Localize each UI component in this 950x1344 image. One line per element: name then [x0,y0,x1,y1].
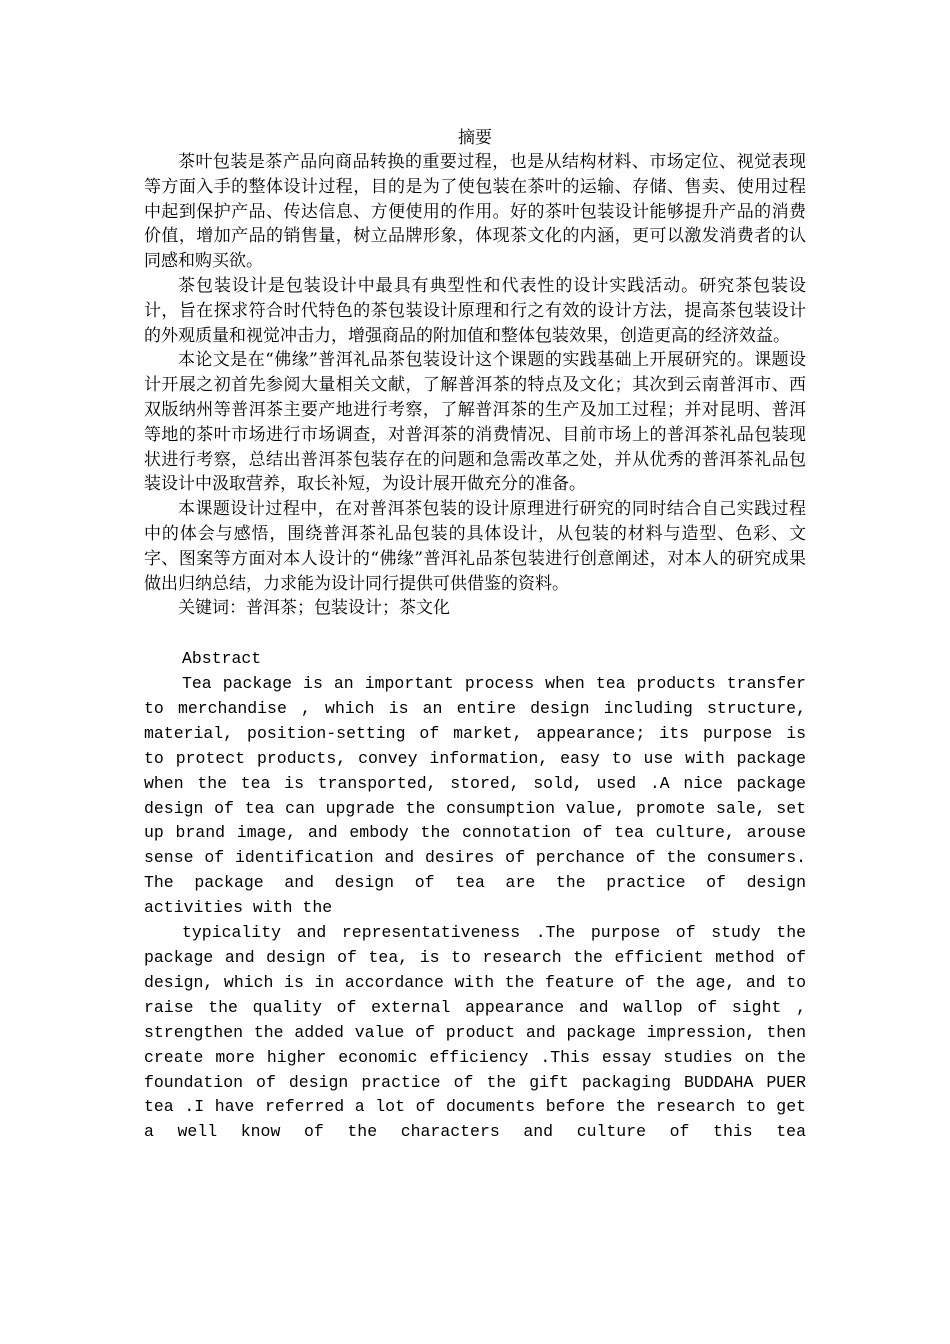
abstract-paragraph-en-2: typicality and representativeness .The purpose of study the package and design of tea, is to research the efficient method of design, which is in accordance with the feature of the age, and to raise the quality of external appearance and wallop of sight , strengthen the added value of product and package impression, then create more higher economic efficiency .This essay studies on the foundation of design practice of the gift packaging BUDDAHA PUER tea .I have referred a lot of documents before the research to get a well know of the characters and culture of this tea [144,923,806,1142]
abstract-title-cn: 摘要 [458,128,492,148]
abstract-paragraph-cn-2: 茶包装设计是包装设计中最具有典型性和代表性的设计实践活动。研究茶包装设计，旨在探求符合时代特色的茶包装设计原理和行之有效的设计方法，提高茶包装设计的外观质量和视觉冲击力，增强商品的附加值和整体包装效果，创造更高的经济效益。 [144,275,806,346]
keywords-cn: 关键词：普洱茶；包装设计；茶文化 [178,598,450,619]
document-page [144,126,806,1145]
abstract-paragraph-cn-4: 本课题设计过程中，在对普洱茶包装的设计原理进行研究的同时结合自己实践过程中的体会与感悟，围绕普洱茶礼品包装的具体设计，从包装的材料与造型、色彩、文字、图案等方面对本人设计的“佛缘”普洱礼品茶包装进行创意阐述，对本人的研究成果做出归纳总结，力求能为设计同行提供可供借鉴的资料。 [144,499,806,594]
section-spacer [144,621,806,647]
abstract-paragraph-en-1: Tea package is an important process when tea products transfer to merchandise , which is an entire design including structure, material, position-setting of market, appearance; its purpose is to protect products, convey information, easy to use with package when the tea is transported, stored, sold, used .A nice package design of tea can upgrade the consumption value, promote sale, set up brand image, and embody the connotation of tea culture, arouse sense of identification and desires of perchance of the consumers. The package and design of tea are the practice of design activities with the [144,674,806,918]
abstract-paragraph-cn-1: 茶叶包装是茶产品向商品转换的重要过程，也是从结构材料、市场定位、视觉表现等方面入手的整体设计过程，目的是为了使包装在茶叶的运输、存储、售卖、使用过程中起到保护产品、传达信息、方便使用的作用。好的茶叶包装设计能够提升产品的消费价值，增加产品的销售量，树立品牌形象，体现茶文化的内涵，更可以激发消费者的认同感和购买欲。 [144,152,806,272]
abstract-paragraph-cn-3: 本论文是在“佛缘”普洱礼品茶包装设计这个课题的实践基础上开展研究的。课题设计开展之初首先参阅大量相关文献，了解普洱茶的特点及文化；其次到云南普洱市、西双版纳州等普洱茶主要产地进行考察，了解普洱茶的生产及加工过程；并对昆明、普洱等地的茶叶市场进行市场调查，对普洱茶的消费情况、目前市场上的普洱茶礼品包装现状进行考察，总结出普洱茶包装存在的问题和急需改革之处，并从优秀的普洱茶礼品包装设计中汲取营养，取长补短，为设计展开做充分的准备。 [144,350,806,495]
abstract-title-en: Abstract [182,649,262,669]
